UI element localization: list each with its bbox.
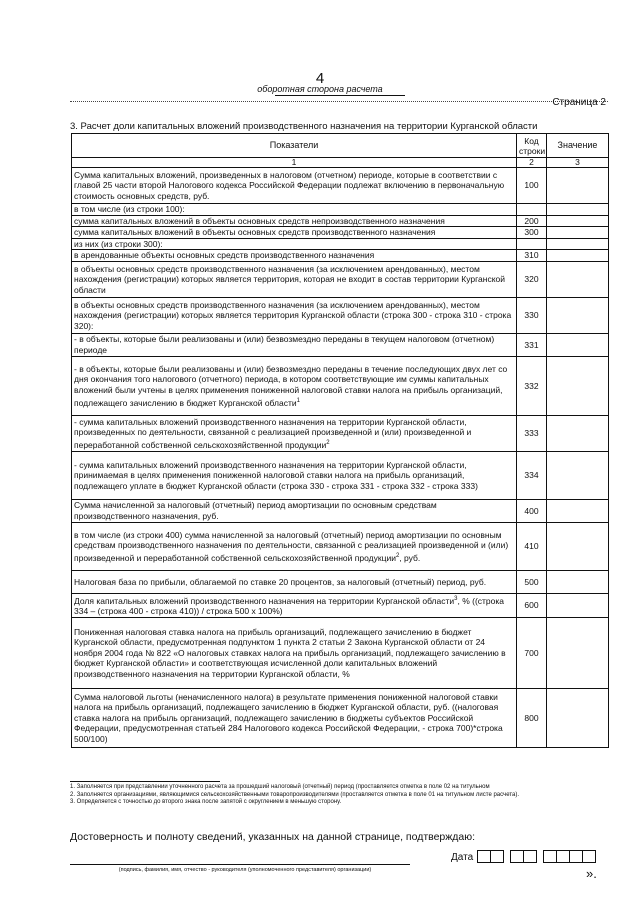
row-value-cell[interactable] xyxy=(547,333,609,356)
closing-quote: ». xyxy=(586,866,597,881)
row-description xyxy=(72,297,517,333)
table-row xyxy=(72,227,609,239)
row-description xyxy=(72,451,517,499)
footnote-ref: 1 xyxy=(296,397,300,404)
row-text: в том числе (из строки 100): xyxy=(74,204,185,214)
confirmation-text: Достоверность и полноту сведений, указанных на данной странице, подтверждаю: xyxy=(70,831,476,843)
page-label: Страница 2 xyxy=(552,97,606,108)
signature-line[interactable] xyxy=(70,864,410,865)
table-row xyxy=(72,451,609,499)
col-number: 1 xyxy=(72,158,517,168)
col-number: 2 xyxy=(517,158,547,168)
row-description xyxy=(72,522,517,570)
page-subtitle: оборотная сторона расчета xyxy=(257,84,383,94)
row-value-cell[interactable] xyxy=(547,522,609,570)
row-value-cell[interactable] xyxy=(547,297,609,333)
row-text: Доля капитальных вложений производственного назначения на территории Курганской области xyxy=(74,595,455,606)
date-box[interactable] xyxy=(510,850,524,863)
table-row xyxy=(72,570,609,593)
col-number: 3 xyxy=(547,158,609,168)
table-row xyxy=(72,215,609,227)
row-description xyxy=(72,499,517,522)
table-row xyxy=(72,356,609,415)
row-code: 330 xyxy=(517,297,547,333)
row-value-cell[interactable] xyxy=(547,593,609,617)
row-text: в объекты основных средств производственного назначения (за исключением арендованных), местом нахождения (регистрации) которых является территория, которая не входит в состав территории Курганской области xyxy=(74,263,506,295)
table-row xyxy=(72,238,609,250)
row-description xyxy=(72,570,517,593)
table-row xyxy=(72,250,609,262)
row-code: 100 xyxy=(517,168,547,204)
row-code: 400 xyxy=(517,499,547,522)
row-text: сумма капитальных вложений в объекты основных средств производственного назначения xyxy=(74,227,436,238)
row-description xyxy=(72,238,517,250)
dotted-separator xyxy=(70,101,608,102)
table-row xyxy=(72,261,609,297)
footnote: 2. Заполняется организациями, являющимися сельскохозяйственными товаропроизводителями (проставляется отметка в поле 01 на титульном листе расчета). xyxy=(70,791,520,798)
section-title: 3. Расчет доли капитальных вложений производственного назначения на территории Курганской области xyxy=(70,121,538,132)
row-value-cell[interactable] xyxy=(547,261,609,297)
row-text: Сумма налоговой льготы (неначисленного налога) в результате применения пониженной налоговой ставки налога на прибыль организаций, подлежащего зачислению в бюджет Курганской области, руб. ((налоговая ставка налога на прибыль организаций, подлежащего зачислению в бюджеты субъектов Российской Федерации, предусмотренная статьей 284 Налогового кодекса Российской Федерации, - строка 700)*строка 500/100) xyxy=(74,691,503,744)
row-value-cell[interactable] xyxy=(547,215,609,227)
row-code: 500 xyxy=(517,570,547,593)
table-row xyxy=(72,168,609,204)
row-text-suffix: , % ((строка 334 – (строка 400 - строка 410)) / строка 500 х 100%) xyxy=(74,595,505,617)
row-description xyxy=(72,617,517,688)
calculation-table xyxy=(71,133,609,748)
row-value-cell[interactable] xyxy=(547,250,609,262)
date-box[interactable] xyxy=(569,850,583,863)
row-value-cell[interactable] xyxy=(547,227,609,239)
row-text: в объекты основных средств производственного назначения (за исключением арендованных), местом нахождения (регистрации) которых является территория Курганской области (строка 300 - строка 310 - строка 320): xyxy=(74,299,512,331)
row-description xyxy=(72,261,517,297)
row-value-cell[interactable] xyxy=(547,168,609,204)
row-value-cell[interactable] xyxy=(547,499,609,522)
row-text: - в объекты, которые были реализованы и (или) безвозмездно переданы в текущем налоговом (отчетном) периоде xyxy=(74,334,495,355)
row-code: 331 xyxy=(517,333,547,356)
header-value: Значение xyxy=(547,134,609,158)
footnote-separator xyxy=(70,781,220,782)
row-value-cell[interactable] xyxy=(547,617,609,688)
row-text: - в объекты, которые были реализованы и (или) безвозмездно переданы в течение последующих двух лет со дня окончания того налогового (отчетного) периода, в котором соответствующие им суммы капитальных вложений были учтены в целях применения пониженной налоговой ставки налога на прибыль организаций, подлежащего зачислению в бюджет Курганской области xyxy=(74,363,508,408)
row-code: 200 xyxy=(517,215,547,227)
row-description xyxy=(72,356,517,415)
row-value-cell[interactable] xyxy=(547,415,609,451)
row-description xyxy=(72,593,517,617)
row-code xyxy=(517,238,547,250)
row-description xyxy=(72,227,517,239)
table-row xyxy=(72,688,609,747)
row-text: Налоговая база по прибыли, облагаемой по ставке 20 процентов, за налоговый (отчетный) период, руб. xyxy=(74,576,487,587)
date-box[interactable] xyxy=(477,850,491,863)
row-description xyxy=(72,204,517,216)
date-label: Дата xyxy=(451,852,474,863)
footnote-ref: 2 xyxy=(395,552,400,559)
date-boxes[interactable] xyxy=(477,850,595,863)
row-text: в арендованные объекты основных средств производственного назначения xyxy=(74,250,375,261)
page-number: 4 xyxy=(315,70,325,87)
row-code: 410 xyxy=(517,522,547,570)
header-indicators: Показатели xyxy=(72,134,517,158)
date-box[interactable] xyxy=(543,850,557,863)
table-row xyxy=(72,522,609,570)
row-value-cell[interactable] xyxy=(547,204,609,216)
row-code: 300 xyxy=(517,227,547,239)
row-code: 332 xyxy=(517,356,547,415)
date-box[interactable] xyxy=(490,850,504,863)
row-description xyxy=(72,415,517,451)
date-box[interactable] xyxy=(582,850,596,863)
row-text: из них (из строки 300): xyxy=(74,238,163,249)
subtitle-underline xyxy=(275,95,405,96)
footnote-ref: 2 xyxy=(326,439,330,446)
row-text: - сумма капитальных вложений производственного назначения на территории Курганской области, принимаемая в целях применения пониженной налоговой ставки налога на прибыль организаций, подлежащего уплате в бюджет Курганской области (строка 330 - строка 331 - строка 332 - строка 333) xyxy=(74,459,478,491)
footnote-ref: 3 xyxy=(454,595,458,602)
row-code: 310 xyxy=(517,250,547,262)
table-row xyxy=(72,499,609,522)
footnote: 3. Определяется с точностью до второго знака после запятой с округлением в меньшую сторону. xyxy=(70,799,342,805)
row-text: в том числе (из строки 400) сумма начисленной за налоговый (отчетный) период амортизации по основным средствам производственного назначения по деятельности, связанной с реализацией произведенной и (или) произведенной и переработанной собственной сельскохозяйственной продукции xyxy=(74,529,509,563)
date-box[interactable] xyxy=(523,850,537,863)
row-description xyxy=(72,250,517,262)
row-text: - сумма капитальных вложений производственного назначения на территории Курганской области, произведенных по деятельности, связанной с реализацией произведенной и (или) произведенной и переработанной собственной сельскохозяйственной продукции xyxy=(74,416,472,450)
row-code xyxy=(517,204,547,216)
row-value-cell[interactable] xyxy=(547,688,609,747)
row-description xyxy=(72,168,517,204)
row-description xyxy=(72,688,517,747)
table-row xyxy=(72,415,609,451)
row-code: 320 xyxy=(517,261,547,297)
row-value-cell[interactable] xyxy=(547,356,609,415)
row-text: Пониженная налоговая ставка налога на прибыль организаций, подлежащего зачислению в бюджет Курганской области, предусмотренная подпунктом 1 пункта 2 статьи 2 Закона Курганской области от 24 ноября 2004 года № 822 «О налоговых ставках налога на прибыль организаций, подлежащего зачислению в бюджет Курганской области» и соответствующая исчисленной доли капитальных вложений производственного назначения на территории Курганской области, % xyxy=(74,626,506,679)
row-code: 333 xyxy=(517,415,547,451)
table-row xyxy=(72,617,609,688)
table-row xyxy=(72,297,609,333)
footnote: 1. Заполняется при представлении уточненного расчета за прошедший налоговый (отчетный) период (проставляется отметка в поле 02 на титульном xyxy=(70,784,490,790)
date-box[interactable] xyxy=(556,850,570,863)
row-code: 334 xyxy=(517,451,547,499)
row-text: Сумма капитальных вложений, произведенных в налоговом (отчетном) периоде, которые в соответствии с главой 25 части второй Налогового кодекса Российской Федерации подлежат включению в первоначальную стоимость основных средств, руб. xyxy=(74,169,505,201)
row-text: Сумма начисленной за налоговый (отчетный) период амортизации по основным средствам производственного назначения, руб. xyxy=(74,500,437,521)
row-description xyxy=(72,215,517,227)
table-row xyxy=(72,593,609,617)
row-text: сумма капитальных вложений в объекты основных средств непроизводственного назначения xyxy=(74,215,445,226)
signature-caption: (подпись, фамилия, имя, отчество - руководителя (уполномоченного представителя) организации) xyxy=(118,867,372,873)
row-value-cell[interactable] xyxy=(547,238,609,250)
row-text-suffix: , руб. xyxy=(399,552,421,563)
table-row xyxy=(72,204,609,216)
row-code: 800 xyxy=(517,688,547,747)
row-value-cell[interactable] xyxy=(547,570,609,593)
table-row xyxy=(72,333,609,356)
footnotes xyxy=(70,784,610,807)
row-code: 600 xyxy=(517,593,547,617)
row-code: 700 xyxy=(517,617,547,688)
row-description xyxy=(72,333,517,356)
header-code: Код строки xyxy=(517,134,547,158)
row-value-cell[interactable] xyxy=(547,451,609,499)
